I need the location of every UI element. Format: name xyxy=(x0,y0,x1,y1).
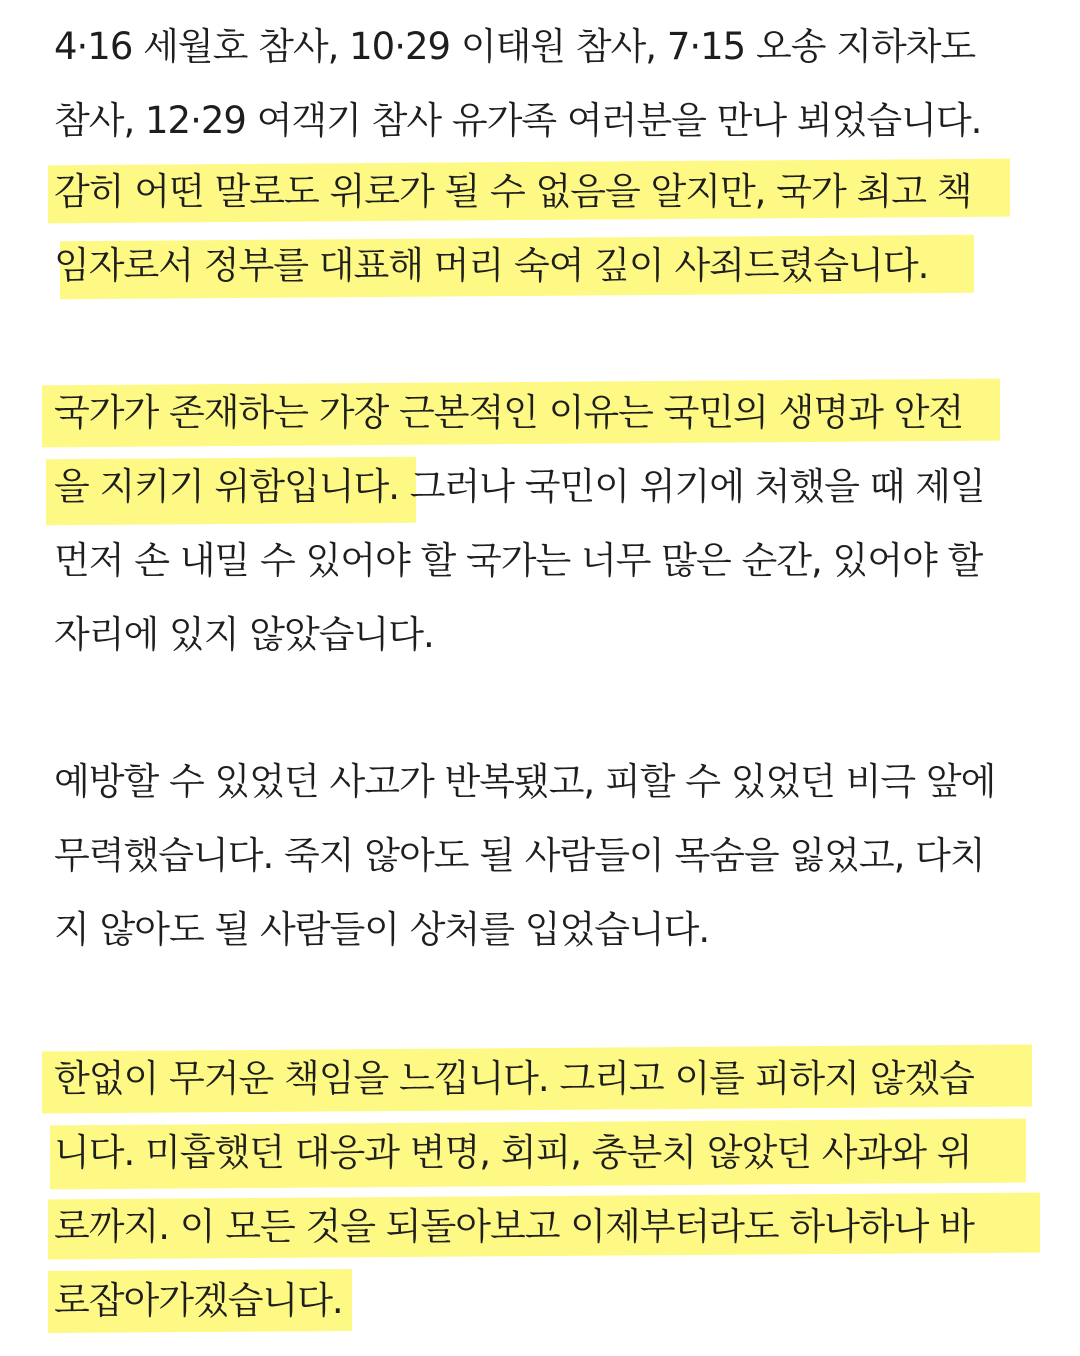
text-line: 지 않아도 될 사람들이 상처를 입었습니다. xyxy=(54,908,710,951)
text-line: 먼저 손 내밀 수 있어야 할 국가는 너무 많은 순간, 있어야 할 xyxy=(54,539,983,582)
text-line xyxy=(54,450,985,524)
highlighted-text-line: 국가가 존재하는 가장 근본적인 이유는 국민의 생명과 안전 xyxy=(54,391,964,434)
highlighted-text-line: 감히 어떤 말로도 위로가 될 수 없음을 알지만, 국가 최고 책 xyxy=(54,170,972,213)
text-line: 4·16 세월호 참사, 10·29 이태원 참사, 7·15 오송 지하차도 xyxy=(54,25,976,68)
text-line: 예방할 수 있었던 사고가 반복됐고, 피할 수 있었던 비극 앞에 xyxy=(54,760,996,803)
highlighted-text-line: 로까지. 이 모든 것을 되돌아보고 이제부터라도 하나하나 바 xyxy=(54,1205,974,1248)
text-line: 무력했습니다. 죽지 않아도 될 사람들이 목숨을 잃었고, 다치 xyxy=(54,834,985,877)
highlighted-text-line: 로잡아가겠습니다. xyxy=(54,1279,343,1322)
text-line: 참사, 12·29 여객기 참사 유가족 여러분을 만나 뵈었습니다. xyxy=(54,99,982,142)
highlighted-text-line: 니다. 미흡했던 대응과 변명, 회피, 충분치 않았던 사과와 위 xyxy=(54,1131,972,1174)
text-line: 자리에 있지 않았습니다. xyxy=(54,613,434,656)
plain-phrase: 그러나 국민이 위기에 처했을 때 제일 xyxy=(398,465,985,508)
highlighted-phrase: 을 지키기 위함입니다. xyxy=(54,465,399,508)
highlighted-text-line: 한없이 무거운 책임을 느낍니다. 그리고 이를 피하지 않겠습 xyxy=(54,1057,974,1100)
highlighted-text-line: 임자로서 정부를 대표해 머리 숙여 깊이 사죄드렸습니다. xyxy=(54,244,929,287)
